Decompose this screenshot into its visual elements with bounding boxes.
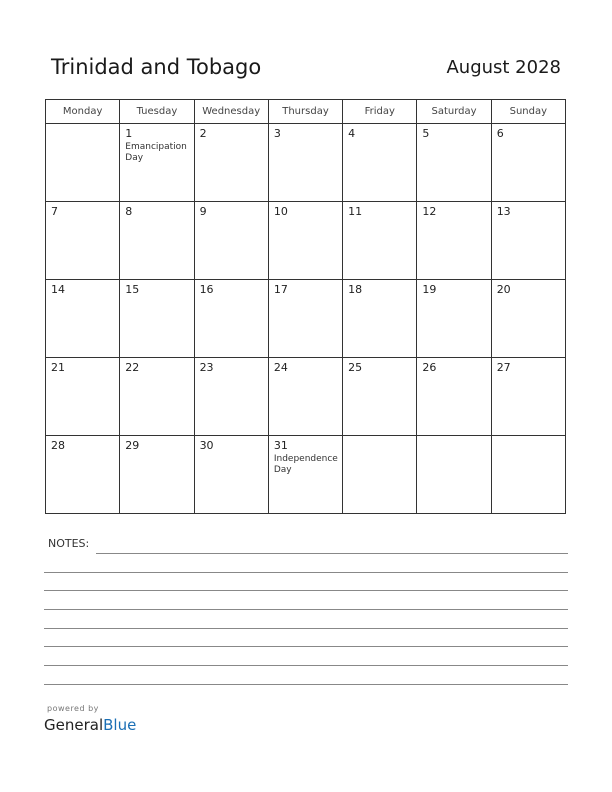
holiday-label: [343, 374, 416, 376]
day-cell: [46, 436, 120, 514]
day-cell: [343, 358, 417, 436]
brand-blue: Blue: [103, 716, 137, 734]
generalblue-logo: [44, 716, 136, 734]
day-number: 19: [422, 283, 437, 296]
holiday-label: [343, 439, 416, 441]
day-cell: [120, 436, 194, 514]
holiday-label: [195, 218, 268, 220]
day-cell: [417, 202, 491, 280]
holiday-label: [343, 218, 416, 220]
day-number: 30: [199, 439, 214, 452]
day-cell: [268, 358, 342, 436]
notes-line: [44, 665, 568, 666]
notes-line: [44, 684, 568, 685]
holiday-label: [417, 140, 490, 142]
day-cell: [120, 202, 194, 280]
holiday-label: [492, 296, 565, 298]
holiday-label: [46, 452, 119, 454]
day-cell: [343, 280, 417, 358]
weekday-header-row: [46, 100, 566, 124]
day-number: 16: [199, 283, 214, 296]
day-cell: [46, 124, 120, 202]
calendar-grid: [45, 99, 566, 514]
day-number: 31: [273, 439, 288, 452]
week-row: [46, 202, 566, 280]
day-cell: [268, 202, 342, 280]
holiday-label: [417, 218, 490, 220]
holiday-label: [269, 218, 342, 220]
notes-line: [44, 609, 568, 610]
day-number: 15: [125, 283, 140, 296]
country-title: Trinidad and Tobago: [51, 55, 262, 79]
day-cell: [120, 280, 194, 358]
holiday-label: [417, 439, 490, 441]
day-cell: [46, 202, 120, 280]
day-cell: [268, 124, 342, 202]
holiday-label: [417, 374, 490, 376]
holiday-label: [269, 296, 342, 298]
day-number: 25: [348, 361, 363, 374]
day-number: 27: [496, 361, 511, 374]
day-cell: [194, 280, 268, 358]
holiday-label: [120, 218, 193, 220]
notes-line: [44, 646, 568, 647]
day-number: 1: [125, 127, 133, 140]
day-cell: [46, 280, 120, 358]
holiday-label: [120, 452, 193, 454]
holiday-label: [46, 296, 119, 298]
holiday-label: [492, 374, 565, 376]
holiday-label: [46, 218, 119, 220]
day-cell: [120, 124, 194, 202]
day-number: 21: [51, 361, 65, 374]
day-cell: [491, 436, 565, 514]
holiday-label: [120, 374, 193, 376]
day-cell: [417, 280, 491, 358]
day-cell: [343, 436, 417, 514]
day-number: 24: [273, 361, 288, 374]
day-number: 28: [51, 439, 65, 452]
holiday-label: [343, 296, 416, 298]
day-number: 4: [348, 127, 356, 140]
day-cell: [343, 124, 417, 202]
holiday-label: [46, 374, 119, 376]
holiday-label: [46, 127, 119, 129]
holiday-label: [417, 296, 490, 298]
notes-line: [44, 590, 568, 591]
day-number: 17: [273, 283, 288, 296]
holiday-label: [120, 296, 193, 298]
weekday-monday: Monday: [46, 100, 120, 124]
day-cell: [194, 436, 268, 514]
day-number: 29: [125, 439, 140, 452]
day-number: 6: [496, 127, 504, 140]
notes-label: NOTES:: [48, 537, 90, 550]
day-number: 22: [125, 361, 140, 374]
holiday-label: [492, 140, 565, 142]
day-cell: [491, 280, 565, 358]
holiday-label: [195, 374, 268, 376]
day-cell: [268, 436, 342, 514]
holiday-label: [195, 452, 268, 454]
day-number: 10: [273, 205, 288, 218]
day-cell: [343, 202, 417, 280]
day-number: 7: [51, 205, 58, 218]
holiday-label: [492, 439, 565, 441]
day-cell: [491, 358, 565, 436]
week-row: [46, 436, 566, 514]
day-cell: [268, 280, 342, 358]
month-title: August 2028: [446, 57, 561, 78]
day-number: 23: [199, 361, 214, 374]
notes-line: [96, 553, 568, 554]
powered-by-text: powered by: [47, 704, 99, 713]
day-number: 5: [422, 127, 430, 140]
holiday-label: [492, 218, 565, 220]
weekday-sunday: Sunday: [491, 100, 565, 124]
day-cell: [491, 124, 565, 202]
weekday-friday: Friday: [343, 100, 417, 124]
holiday-label: [195, 140, 268, 142]
day-number: 8: [125, 205, 133, 218]
day-cell: [194, 202, 268, 280]
weekday-thursday: Thursday: [268, 100, 342, 124]
day-cell: [491, 202, 565, 280]
day-cell: [417, 124, 491, 202]
day-number: 26: [422, 361, 437, 374]
day-cell: [417, 358, 491, 436]
day-number: 20: [496, 283, 511, 296]
week-row: [46, 358, 566, 436]
day-number: 2: [199, 127, 207, 140]
day-cell: [120, 358, 194, 436]
week-row: [46, 124, 566, 202]
day-number: 12: [422, 205, 437, 218]
day-cell: [194, 358, 268, 436]
holiday-label: [269, 140, 342, 142]
weekday-tuesday: Tuesday: [120, 100, 194, 124]
day-number: 9: [199, 205, 207, 218]
holiday-label: [343, 140, 416, 142]
weekday-saturday: Saturday: [417, 100, 491, 124]
day-number: 14: [51, 283, 65, 296]
day-number: 11: [348, 205, 363, 218]
holiday-label: [195, 296, 268, 298]
day-number: 18: [348, 283, 363, 296]
day-cell: [417, 436, 491, 514]
day-number: 3: [273, 127, 281, 140]
brand-general: General: [44, 716, 104, 734]
notes-line: [44, 572, 568, 573]
day-number: 13: [496, 205, 511, 218]
notes-line: [44, 628, 568, 629]
holiday-label: [269, 374, 342, 376]
week-row: [46, 280, 566, 358]
holiday-label: Emancipation Day: [125, 142, 187, 163]
day-cell: [46, 358, 120, 436]
weekday-wednesday: Wednesday: [194, 100, 268, 124]
holiday-label: Independence Day: [273, 454, 338, 475]
day-cell: [194, 124, 268, 202]
